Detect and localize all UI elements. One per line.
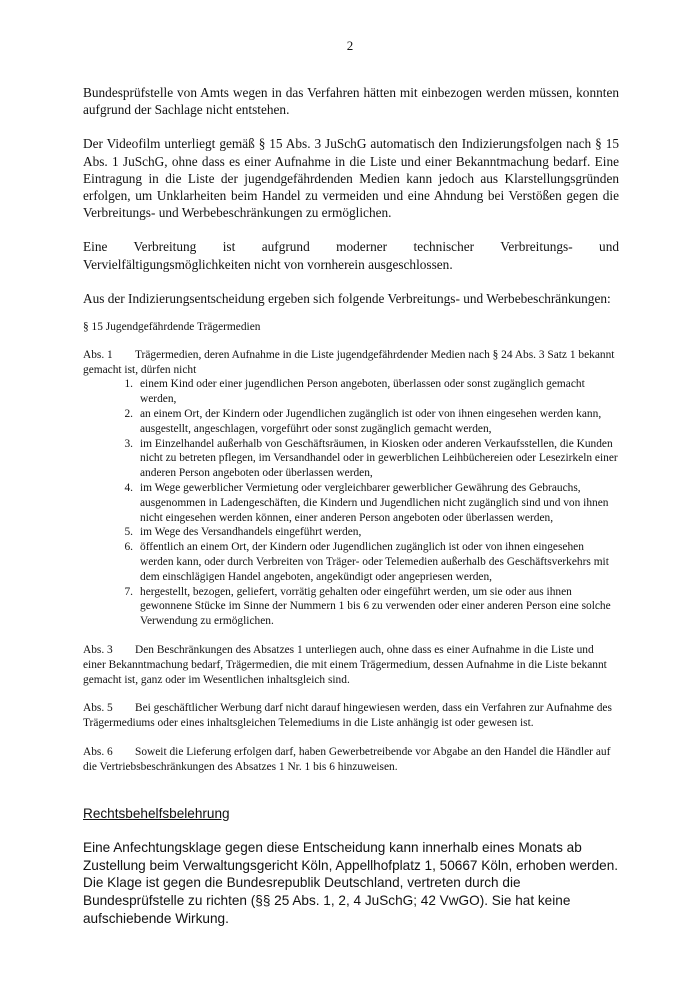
item-text: im Wege gewerblicher Vermietung oder vergleichbarer gewerblicher Gewährung des Gebrauchs, ausgenommen in Ladengeschäften, die Kindern und Jugendlichen nicht zugänglich sind und von ihnen nicht eingesehen werden können, einer anderen Person angeboten oder überlassen werden,	[140, 482, 609, 524]
intro-paragraph-1: Bundesprüfstelle von Amts wegen in das Verfahren hätten mit einbezogen werden müssen, konnten aufgrund der Sachlage nicht entstehen.	[83, 85, 619, 118]
item-number: 6.	[124, 541, 133, 554]
remedy-heading: Rechtsbehelfsbelehrung	[83, 805, 230, 821]
item-number: 4.	[124, 482, 133, 494]
list-item	[83, 540, 619, 584]
law-abs-5	[83, 701, 619, 731]
abs-text: Den Beschränkungen des Absatzes 1 unterliegen auch, ohne dass es einer Aufnahme in die Liste und einer Bekanntmachung bedarf, Trägermedien, die mit einem Trägermedium, dessen Aufnahme in die Liste bekannt gemacht ist, ganz oder im Wesentlichen inhaltsgleich sind.	[83, 643, 607, 686]
list-item	[83, 407, 619, 437]
item-text: an einem Ort, der Kindern oder Jugendlichen zugänglich ist oder von ihnen eingesehen werden kann, ausgestellt, angeschlagen, vorgeführt oder sonst zugänglich gemacht werden,	[140, 408, 602, 435]
list-item	[83, 481, 619, 525]
intro-paragraph-3: Eine Verbreitung ist aufgrund moderner technischer Verbreitungs- und Vervielfältigungsmöglichkeiten nicht von vornherein ausgeschlossen.	[83, 239, 619, 272]
law-item-list	[83, 377, 619, 629]
list-item	[83, 377, 619, 407]
item-number: 3.	[124, 437, 133, 450]
remedy-text: Eine Anfechtungsklage gegen diese Entscheidung kann innerhalb eines Monats ab Zustellung beim Verwaltungsgericht Köln, Appellhofplatz 1, 50667 Köln, erhoben werden. Die Klage ist gegen die Bundesrepublik Deutschland, vertreten durch die Bundesprüfstelle zu richten (§§ 25 Abs. 1, 2, 4 JuSchG; 42 VwGO). Sie hat keine aufschiebende Wirkung.	[83, 840, 619, 926]
list-item	[83, 437, 619, 481]
list-item	[83, 525, 619, 540]
list-item	[83, 585, 619, 629]
intro-paragraph-4: Aus der Indizierungsentscheidung ergeben sich folgende Verbreitungs- und Werbebeschränkungen:	[83, 290, 611, 306]
abs-label: Abs. 1	[83, 348, 113, 361]
abs-label: Abs. 5	[83, 702, 113, 715]
item-number: 2.	[124, 408, 133, 421]
intro-paragraph-2: Der Videofilm unterliegt gemäß § 15 Abs. 3 JuSchG automatisch den Indizierungsfolgen nach § 15 Abs. 1 JuSchG, ohne dass es einer Aufnahme in die Liste und einer Bekanntmachung bedarf. Eine Eintragung in die Liste der jugendgefährdenden Medien kann jedoch aus Klarstellungsgründen erfolgen, um Unklarheiten beim Handel zu vermeiden und eine Ahndung bei Verstößen gegen die Verbreitungs- und Werbebeschränkungen zu ermöglichen.	[83, 136, 619, 221]
law-abs-6	[83, 745, 619, 775]
abs-text: Soweit die Lieferung erfolgen darf, haben Gewerbetreibende vor Abgabe an den Handel die Händler auf die Vertriebsbeschränkungen des Absatzes 1 Nr. 1 bis 6 hinzuweisen.	[83, 745, 611, 773]
abs-label: Abs. 6	[83, 745, 113, 758]
item-number: 7.	[124, 585, 133, 598]
law-abs-1	[83, 348, 619, 378]
item-text: einem Kind oder einer jugendlichen Person angeboten, überlassen oder sonst zugänglich gemacht werden,	[140, 378, 585, 406]
abs-label: Abs. 3	[83, 643, 113, 656]
item-text: öffentlich an einem Ort, der Kindern oder Jugendlichen zugänglich ist oder von ihnen eingesehen werden kann, oder durch Verbreiten von Träger- oder Telemedien außerhalb des Geschäftsverkehrs mit dem einschlägigen Handel angeboten, angekündigt oder angepriesen werden,	[140, 541, 609, 583]
item-number: 5.	[124, 526, 133, 539]
item-text: im Wege des Versandhandels eingeführt werden,	[140, 526, 362, 539]
item-text: hergestellt, bezogen, geliefert, vorrätig gehalten oder eingeführt werden, um sie oder aus ihnen gewonnene Stücke im Sinne der Nummern 1 bis 6 zu verwenden oder einer anderen Person eine solche Verwendung zu ermöglichen.	[140, 585, 611, 628]
abs-text: Bei geschäftlicher Werbung darf nicht darauf hingewiesen werden, dass ein Verfahren zur Aufnahme des Trägermediums oder eines inhaltsgleichen Telemediums in die Liste anhängig ist oder gewesen ist.	[83, 702, 612, 730]
abs-text: Trägermedien, deren Aufnahme in die Liste jugendgefährdender Medien nach § 24 Abs. 3 Satz 1 bekannt gemacht ist, dürfen nicht	[83, 348, 615, 376]
item-number: 1.	[124, 378, 133, 391]
document-body	[83, 84, 619, 927]
law-abs-3	[83, 643, 619, 687]
item-text: im Einzelhandel außerhalb von Geschäftsräumen, in Kiosken oder anderen Verkaufsstellen, die Kunden nicht zu betreten pflegen, im Versandhandel oder in gewerblichen Leihbüchereien oder Lesezirkeln einer anderen Person angeboten oder überlassen werden,	[140, 437, 618, 480]
law-heading: § 15 Jugendgefährdende Trägermedien	[83, 321, 261, 334]
page-number: 2	[346, 38, 354, 53]
